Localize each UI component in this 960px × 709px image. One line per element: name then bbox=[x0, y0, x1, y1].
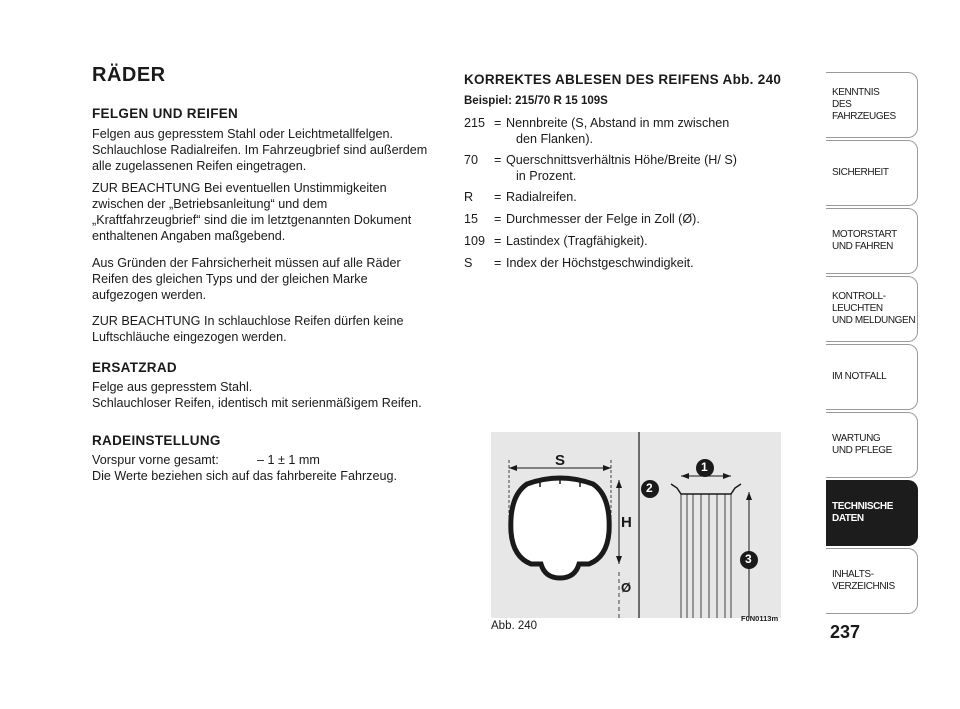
section-radeinstellung bbox=[92, 433, 452, 484]
section-heading: FELGEN UND REIFEN bbox=[92, 106, 239, 121]
section-heading: RADEINSTELLUNG bbox=[92, 433, 221, 448]
code-description: Radialreifen. bbox=[506, 190, 577, 204]
section-heading: KORREKTES ABLESEN DES REIFENS Abb. 240 bbox=[464, 72, 782, 87]
sidebar-item-label: KONTROLL- LEUCHTEN UND MELDUNGEN bbox=[832, 291, 916, 326]
sidebar-item-label: IM NOTFALL bbox=[832, 371, 887, 382]
badge-2: 2 bbox=[646, 481, 653, 495]
figure-code: F0N0113m bbox=[741, 614, 779, 623]
section-felgen-und-reifen bbox=[92, 106, 452, 121]
text-line: zwischen der „Betriebsanleitung“ und dem bbox=[92, 197, 328, 211]
equals-sign: = bbox=[494, 234, 502, 248]
paragraph-zur-beachtung-1 bbox=[92, 180, 452, 244]
code-description: Lastindex (Tragfähigkeit). bbox=[506, 234, 648, 248]
text-line: Luftschläuche eingezogen werden. bbox=[92, 330, 287, 344]
equals-sign: = bbox=[494, 212, 502, 226]
sidebar-item-label: INHALTS- VERZEICHNIS bbox=[832, 569, 895, 592]
text-line: „Kraftfahrzeugbrief“ sind die im letztgenannten Dokument bbox=[92, 213, 412, 227]
sidebar-item-label: MOTORSTART UND FAHREN bbox=[832, 229, 897, 252]
sidebar-item-motorstart[interactable] bbox=[826, 208, 918, 274]
section-reifen-ablesen bbox=[464, 72, 824, 109]
code-key: 15 bbox=[464, 212, 479, 226]
code-key: 109 bbox=[464, 234, 486, 248]
text-line: Reifen des gleichen Typs und der gleichen Marke bbox=[92, 272, 368, 286]
text-line: aufgezogen werden. bbox=[92, 288, 207, 302]
code-description: Index der Höchstgeschwindigkeit. bbox=[506, 256, 694, 270]
spec-label: Vorspur vorne gesamt: bbox=[92, 453, 219, 467]
badge-3: 3 bbox=[745, 552, 752, 566]
sidebar-item-label: KENNTNIS DES FAHRZEUGES bbox=[832, 87, 896, 122]
label-h: H bbox=[621, 514, 632, 531]
text-line: ZUR BEACHTUNG In schlauchlose Reifen dürfen keine bbox=[92, 314, 404, 328]
paragraph-felgen bbox=[92, 126, 452, 174]
equals-sign: = bbox=[494, 256, 502, 270]
equals-sign: = bbox=[494, 190, 502, 204]
badge-1: 1 bbox=[701, 460, 708, 474]
sidebar-item-kenntnis[interactable] bbox=[826, 72, 918, 138]
text-line: Schlauchloser Reifen, identisch mit serienmäßigem Reifen. bbox=[92, 396, 422, 410]
label-diameter: Ø bbox=[621, 580, 632, 595]
page-number: 237 bbox=[830, 622, 861, 642]
text-line: Aus Gründen der Fahrsicherheit müssen auf alle Räder bbox=[92, 256, 401, 270]
sidebar-item-technische-daten[interactable] bbox=[826, 480, 918, 546]
sidebar-item-inhaltsverzeichnis[interactable] bbox=[826, 548, 918, 614]
paragraph-fahrsicherheit bbox=[92, 255, 452, 303]
text-line: Die Werte beziehen sich auf das fahrbereite Fahrzeug. bbox=[92, 469, 397, 483]
code-description: Querschnittsverhältnis Höhe/Breite (H/ S) bbox=[506, 153, 737, 167]
sidebar-item-wartung[interactable] bbox=[826, 412, 918, 478]
equals-sign: = bbox=[494, 116, 502, 130]
label-s: S bbox=[555, 452, 566, 469]
code-key: R bbox=[464, 190, 474, 204]
section-heading: ERSATZRAD bbox=[92, 360, 177, 375]
sidebar-item-im-notfall[interactable] bbox=[826, 344, 918, 410]
tire-diagram bbox=[491, 432, 781, 618]
text-line: Felgen aus gepresstem Stahl oder Leichtmetallfelgen. bbox=[92, 127, 394, 141]
page-title: RÄDER bbox=[92, 64, 166, 86]
text-line: Felge aus gepresstem Stahl. bbox=[92, 380, 253, 394]
tire-cross-section-illustration bbox=[491, 432, 781, 618]
sidebar-item-sicherheit[interactable] bbox=[826, 140, 918, 206]
spec-value: – 1 ± 1 mm bbox=[257, 453, 320, 467]
figure-caption: Abb. 240 bbox=[491, 620, 538, 632]
code-description: Durchmesser der Felge in Zoll (Ø). bbox=[506, 212, 700, 226]
equals-sign: = bbox=[494, 153, 502, 167]
sidebar-item-label: WARTUNG UND PFLEGE bbox=[832, 433, 892, 456]
code-description-continued: den Flanken). bbox=[516, 132, 594, 146]
text-line: enthaltenen Angaben maßgebend. bbox=[92, 229, 286, 243]
tire-example: Beispiel: 215/70 R 15 109S bbox=[464, 95, 608, 107]
text-line: Schlauchlose Radialreifen. Im Fahrzeugbrief sind außerdem bbox=[92, 143, 428, 157]
code-description: Nennbreite (S, Abstand in mm zwischen bbox=[506, 116, 730, 130]
section-ersatzrad bbox=[92, 360, 452, 411]
sidebar-item-label: TECHNISCHE DATEN bbox=[832, 501, 894, 524]
sidebar-item-kontrollleuchten[interactable] bbox=[826, 276, 918, 342]
code-description-continued: in Prozent. bbox=[516, 169, 577, 183]
text-line: ZUR BEACHTUNG Bei eventuellen Unstimmigkeiten bbox=[92, 181, 387, 195]
text-line: alle zugelassenen Reifen eingetragen. bbox=[92, 159, 307, 173]
code-key: 70 bbox=[464, 153, 479, 167]
code-key: S bbox=[464, 256, 473, 270]
sidebar-item-label: SICHERHEIT bbox=[832, 167, 889, 178]
paragraph-zur-beachtung-2 bbox=[92, 313, 452, 345]
code-key: 215 bbox=[464, 116, 486, 130]
